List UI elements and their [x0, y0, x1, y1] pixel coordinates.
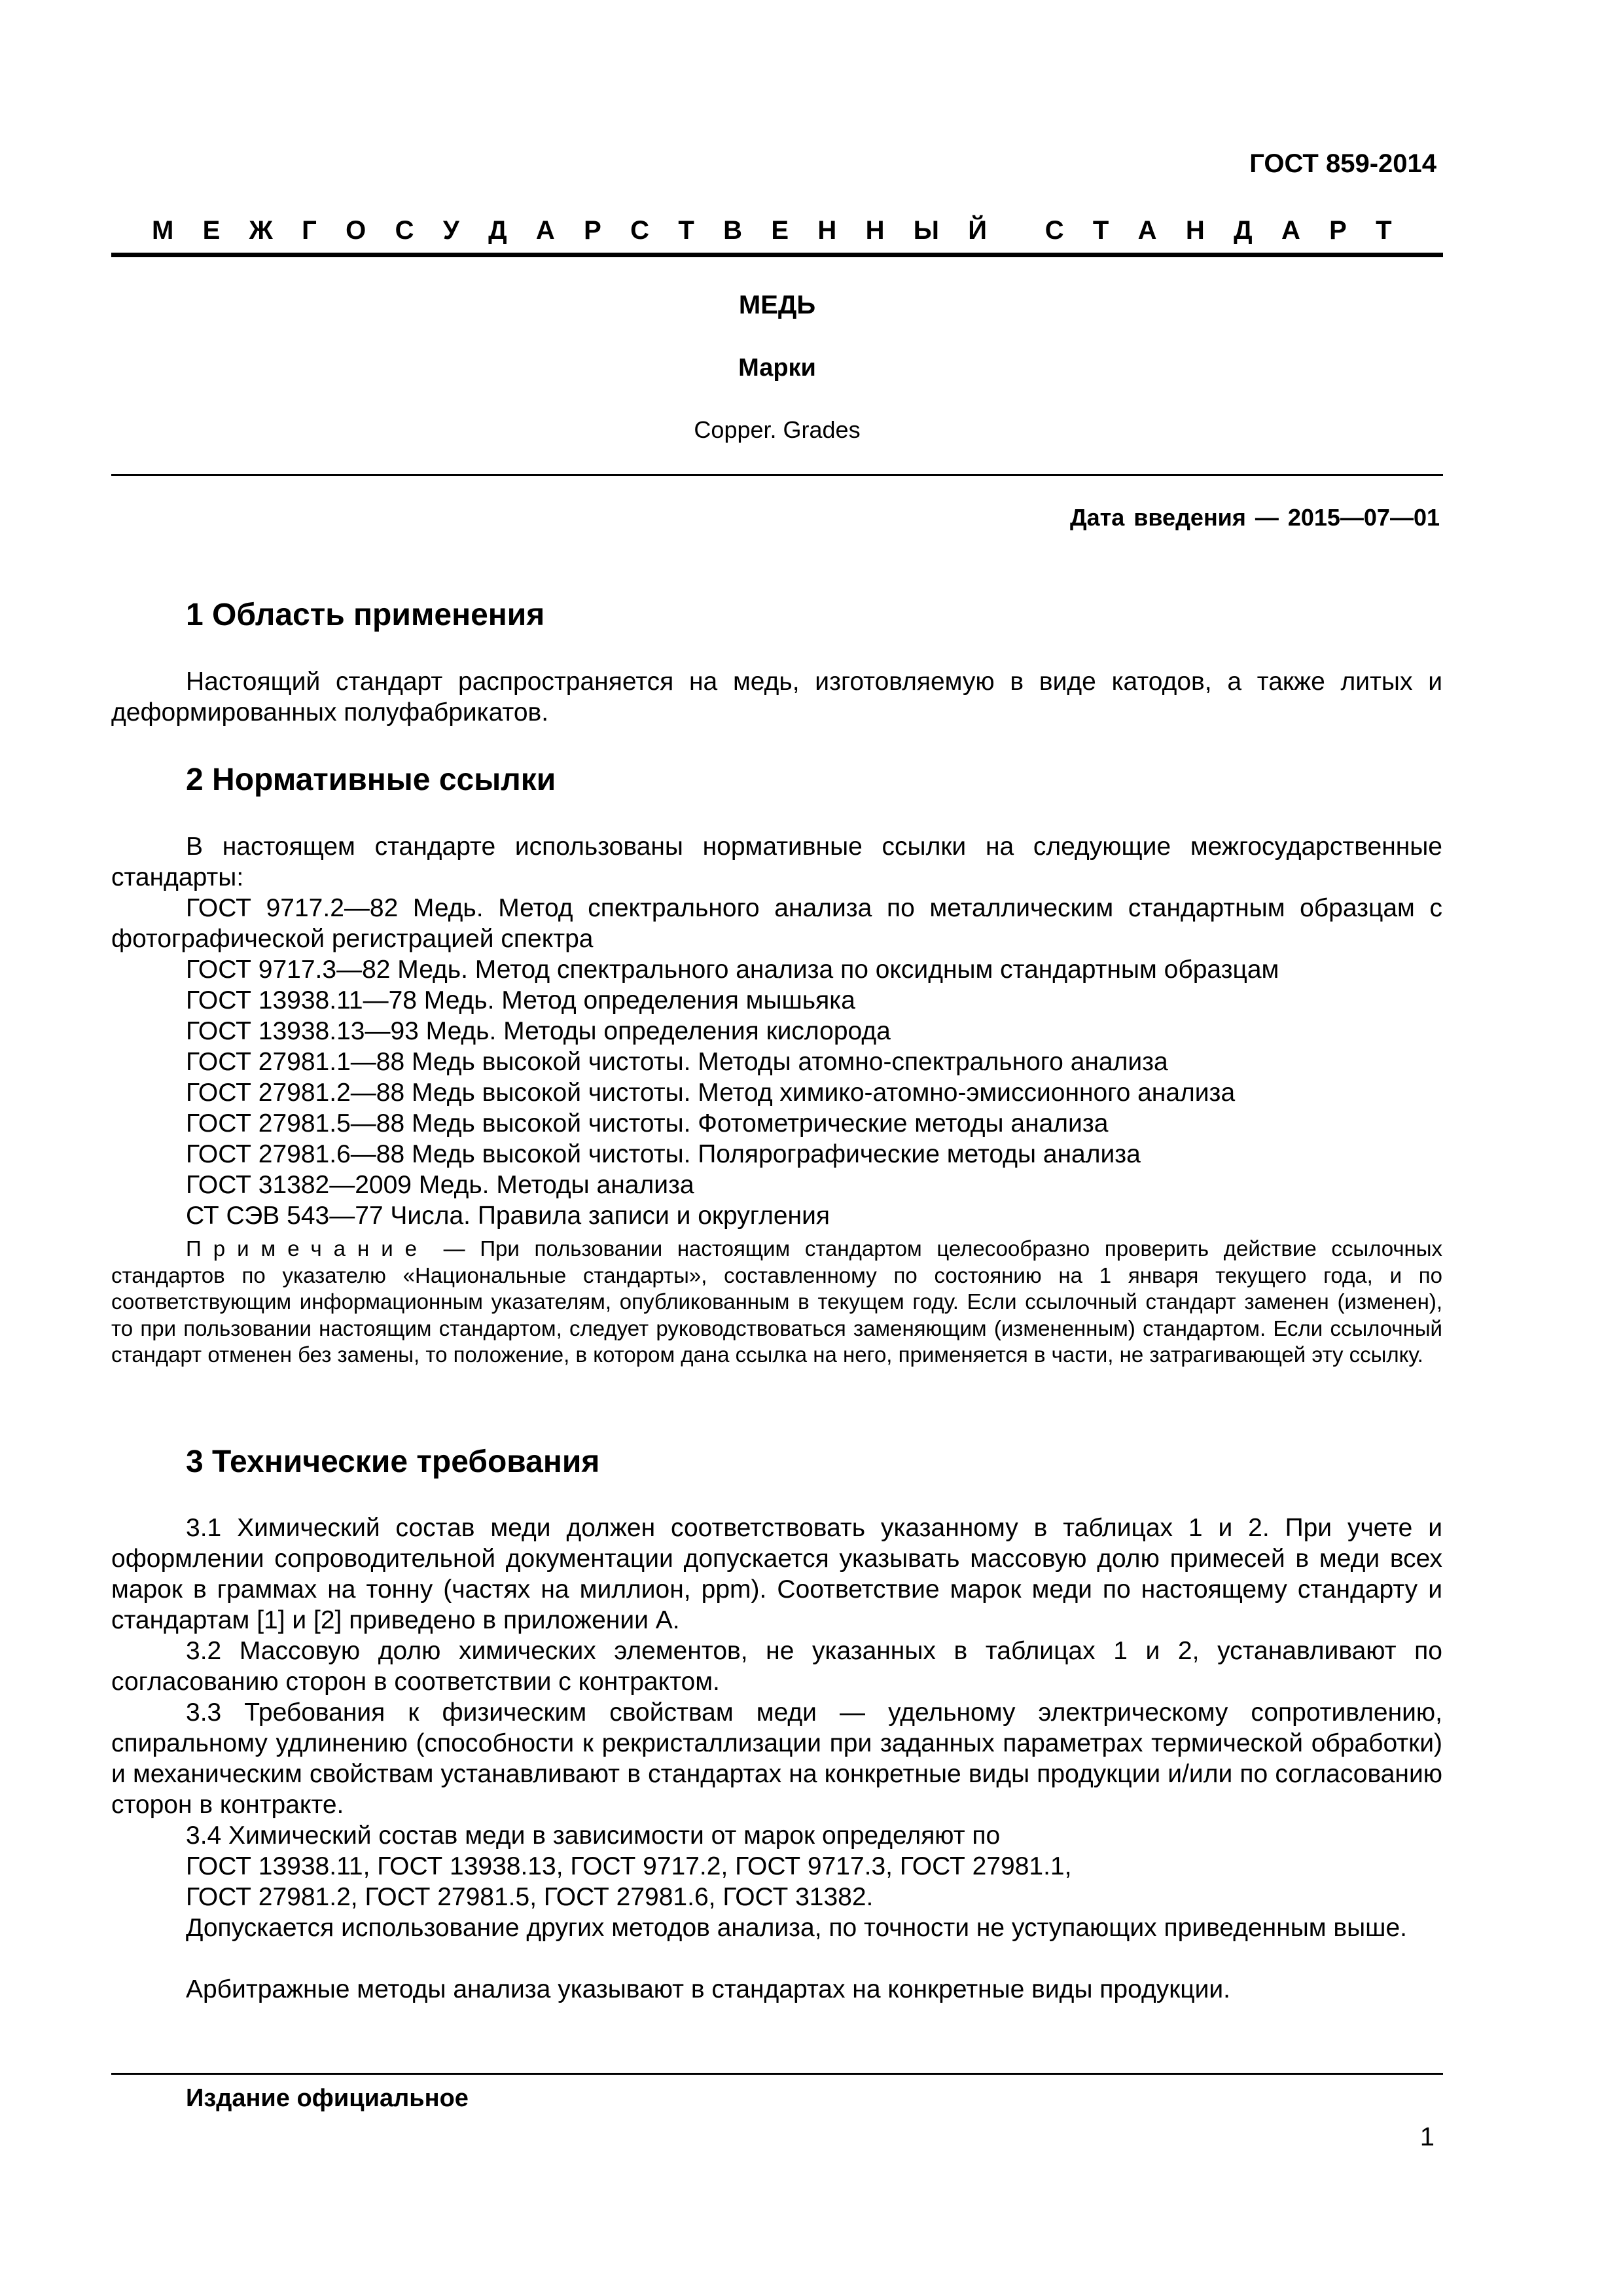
official-edition-label: Издание официальное	[186, 2085, 469, 2112]
paragraph-text: Допускается использование других методов анализа, по точности не уступающих приведенным выше.	[186, 1914, 1407, 1942]
title-rule	[111, 474, 1443, 476]
standard-type-letter: У	[442, 216, 459, 245]
paragraph-text: 3.1 Химический состав меди должен соответствовать указанному в таблицах 1 и 2. При учете и оформлении сопроводительной документации допускается указывать массовую долю примесей в меди всех марок в граммах на тонну (частях на миллион, ppm). Соответствие марок меди по настоящему стандарту и стандартам [1] и [2] приведено в приложении А.	[111, 1514, 1442, 1634]
standard-type-letter: Т	[678, 216, 694, 245]
standard-type-letter: Н	[865, 216, 885, 245]
arbitration-methods-paragraph: Арбитражные методы анализа указывают в стандартах на конкретные виды продукции.	[186, 1975, 1231, 2003]
header-rule	[111, 253, 1443, 257]
note-text: — При пользовании настоящим стандартом целесообразно проверить действие ссылочных стандартов по указателю «Национальные стандарты», составленному по состоянию на 1 января текущего года, и по соответствующим информационным указателям, опубликованным в текущем году. Если ссылочный стандарт заменен (изменен), то при пользовании настоящим стандартом, следует руководствоваться заменяющим (измененным) стандартом. Если ссылочный стандарт отменен без замены, то положение, в котором дана ссылка на него, применяется в части, не затрагивающей эту ссылку.	[111, 1236, 1442, 1367]
reference-item: ГОСТ 27981.6—88 Медь высокой чистоты. Полярографические методы анализа	[186, 1140, 1141, 1168]
clause-3-3	[111, 1697, 1442, 1820]
reference-text: ГОСТ 9717.2—82 Медь. Метод спектрального анализа по металлическим стандартным образцам с фотографической регистрацией спектра	[111, 894, 1442, 953]
title-english: Copper. Grades	[694, 416, 861, 443]
title-main: МЕДЬ	[738, 291, 816, 319]
section-1-paragraph	[111, 666, 1442, 728]
title-sub: Марки	[738, 354, 816, 382]
reference-item: ГОСТ 9717.3—82 Медь. Метод спектрального анализа по оксидным стандартным образцам	[186, 956, 1279, 984]
reference-item: ГОСТ 13938.11—78 Медь. Метод определения мышьяка	[186, 986, 855, 1014]
standard-type-letter: Р	[1329, 216, 1347, 245]
paragraph-text: Настоящий стандарт распространяется на медь, изготовляемую в виде катодов, а также литых и деформированных полуфабрикатов.	[111, 668, 1442, 726]
note-label: Примечание	[186, 1236, 429, 1261]
standard-type-letter: Н	[1185, 216, 1205, 245]
paragraph-text: 3.2 Массовую долю химических элементов, не указанных в таблицах 1 и 2, устанавливают по согласованию сторон в соответствии с контрактом.	[111, 1637, 1442, 1696]
standard-type-letter: Ж	[249, 216, 273, 245]
standard-type-letter: Д	[488, 216, 507, 245]
standard-type-letter: М	[152, 216, 174, 245]
paragraph-text: В настоящем стандарте использованы нормативные ссылки на следующие межгосударственные стандарты:	[111, 833, 1442, 891]
clause-3-1	[111, 1513, 1442, 1636]
standard-type-letter: С	[1044, 216, 1064, 245]
note-block	[111, 1236, 1442, 1369]
reference-item: ГОСТ 27981.2—88 Медь высокой чистоты. Метод химико-атомно-эмиссионного анализа	[186, 1079, 1236, 1107]
reference-item: ГОСТ 13938.13—93 Медь. Методы определения кислорода	[186, 1017, 891, 1045]
standard-type-letter: А	[1281, 216, 1300, 245]
reference-item: СТ СЭВ 543—77 Числа. Правила записи и округления	[186, 1202, 830, 1230]
document-code: ГОСТ 859-2014	[1249, 149, 1436, 178]
footer-rule	[111, 2073, 1443, 2075]
section-2-intro	[111, 831, 1442, 893]
standard-type-letter: В	[723, 216, 742, 245]
clause-3-4-line: 3.4 Химический состав меди в зависимости от марок определяют по	[186, 1821, 1001, 1850]
reference-item	[111, 893, 1442, 954]
section-1-heading: 1 Область применения	[186, 598, 545, 632]
standard-type-letter: С	[395, 216, 414, 245]
standard-type-letter: Р	[584, 216, 601, 245]
clause-3-4-line: ГОСТ 13938.11, ГОСТ 13938.13, ГОСТ 9717.2, ГОСТ 9717.3, ГОСТ 27981.1,	[186, 1852, 1072, 1880]
section-3-heading: 3 Технические требования	[186, 1444, 600, 1479]
standard-type-letter: А	[1137, 216, 1157, 245]
standard-type-letter: Н	[817, 216, 837, 245]
clause-3-4-line: ГОСТ 27981.2, ГОСТ 27981.5, ГОСТ 27981.6, ГОСТ 31382.	[186, 1883, 874, 1911]
paragraph-text: 3.3 Требования к физическим свойствам меди — удельному электрическому сопротивлению, спиральному удлинению (способности к рекристаллизации при заданных параметрах термической обработки) и механическим свойствам устанавливают в стандартах на конкретные виды продукции и/или по согласованию сторон в контракте.	[111, 1698, 1442, 1819]
standard-type-letter: А	[535, 216, 555, 245]
introduction-date: Дата введения — 2015—07—01	[1069, 504, 1440, 531]
standard-type-letter: Е	[771, 216, 789, 245]
section-2-heading: 2 Нормативные ссылки	[186, 762, 556, 797]
standard-type-letter: Д	[1234, 216, 1253, 245]
standard-type-letter: Й	[968, 216, 988, 245]
page-number: 1	[1419, 2123, 1435, 2151]
standard-type-letter: С	[630, 216, 650, 245]
standard-type-letter: О	[346, 216, 366, 245]
other-methods-paragraph	[111, 1912, 1442, 1943]
standard-type-heading	[152, 216, 1392, 245]
standard-type-letter: Т	[1092, 216, 1109, 245]
standard-type-letter: Т	[1376, 216, 1392, 245]
clause-3-2	[111, 1636, 1442, 1697]
reference-item: ГОСТ 27981.5—88 Медь высокой чистоты. Фотометрические методы анализа	[186, 1109, 1109, 1138]
reference-item: ГОСТ 31382—2009 Медь. Методы анализа	[186, 1171, 694, 1199]
standard-type-letter: Г	[302, 216, 317, 245]
reference-item: ГОСТ 27981.1—88 Медь высокой чистоты. Методы атомно-спектрального анализа	[186, 1048, 1168, 1076]
standard-type-letter: Е	[202, 216, 221, 245]
standard-type-letter: Ы	[913, 216, 939, 245]
